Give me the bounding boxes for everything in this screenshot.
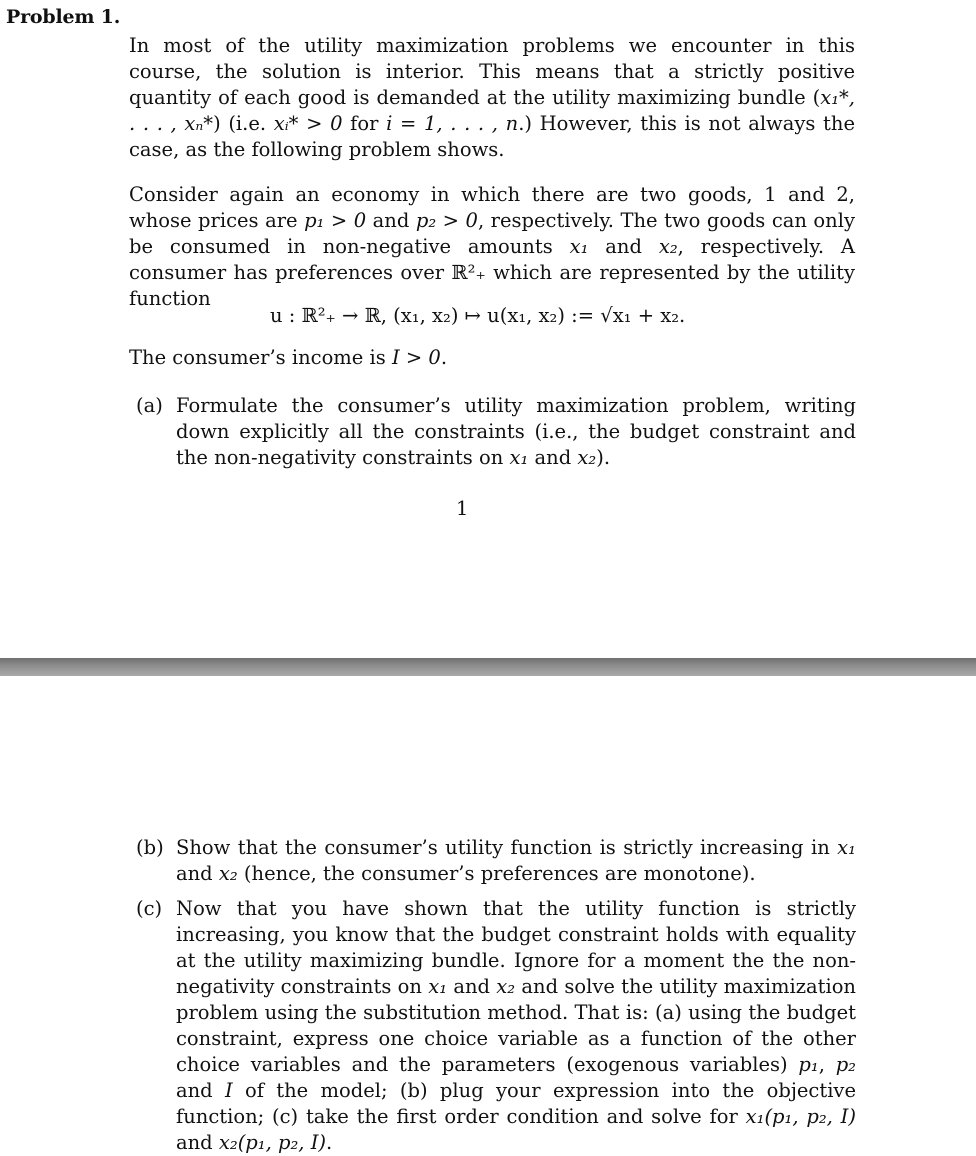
part-a bbox=[136, 393, 856, 471]
part-b bbox=[136, 835, 856, 887]
page-2 bbox=[0, 676, 976, 1154]
setup-paragraph: Consider again an economy in which there are two goods, 1 and 2, whose prices are p₁ > 0 and p₂ > 0, respectively. The two goods can only be consumed in non-negative amounts x₁ and x₂, respectively. A consumer has preferences over ℝ²₊ which are represented by the utility function bbox=[129, 183, 856, 310]
page-number: 1 bbox=[456, 497, 469, 520]
math-income: I > 0 bbox=[391, 346, 441, 369]
page-separator bbox=[0, 658, 976, 676]
utility-function-equation: u : ℝ²₊ → ℝ, (x₁, x₂) ↦ u(x₁, x₂) := √x₁ + x₂. bbox=[270, 304, 686, 327]
math-bundle: x₁*, . . . , xₙ* bbox=[129, 86, 855, 135]
part-a-label: (a) bbox=[136, 394, 163, 417]
math-p1: p₁ > 0 bbox=[304, 209, 367, 232]
math-x2: x₂ bbox=[658, 235, 678, 258]
math-condition: xᵢ* > 0 bbox=[273, 112, 343, 135]
part-c-text: Now that you have shown that the utility function is strictly increasing, you know that the budget constraint holds with equality at the utility maximizing bundle. Ignore for a moment the the non-negativity constraints on x₁ and x₂ and solve the utility maximization problem using the substitution method. That is: (a) using the budget constraint, express one choice variable as a function of the other choice variables and the parameters (exogenous variables) p₁, p₂ and I of the model; (b) plug your expression into the objective function; (c) take the first order condition and solve for x₁(p₁, p₂, I) and x₂(p₁, p₂, I). bbox=[176, 897, 857, 1154]
part-c bbox=[136, 896, 856, 1156]
math-p2: p₂ > 0 bbox=[415, 209, 478, 232]
math-index-range: i = 1, . . . , n bbox=[386, 112, 519, 135]
problem-heading: Problem 1. bbox=[6, 6, 121, 28]
part-c-label: (c) bbox=[136, 897, 163, 920]
math-x1: x₁ bbox=[569, 235, 589, 258]
math-domain: ℝ²₊ bbox=[451, 261, 486, 284]
income-sentence: The consumer’s income is I > 0. bbox=[129, 346, 448, 369]
part-b-text: Show that the consumer’s utility function is strictly increasing in x₁ and x₂ (hence, the consumer’s preferences are monotone). bbox=[176, 836, 856, 885]
part-b-label: (b) bbox=[136, 836, 164, 859]
intro-paragraph: In most of the utility maximization problems we encounter in this course, the solution is interior. This means that a strictly positive quantity of each good is demanded at the utility maximizing bundle (x₁*, . . . , xₙ*) (i.e. xᵢ* > 0 for i = 1, . . . , n.) However, this is not always the case, as the following problem shows. bbox=[129, 34, 855, 161]
part-a-text: Formulate the consumer’s utility maximization problem, writing down explicitly all the constraints (i.e., the budget constraint and the non-negativity constraints on x₁ and x₂). bbox=[176, 394, 856, 469]
